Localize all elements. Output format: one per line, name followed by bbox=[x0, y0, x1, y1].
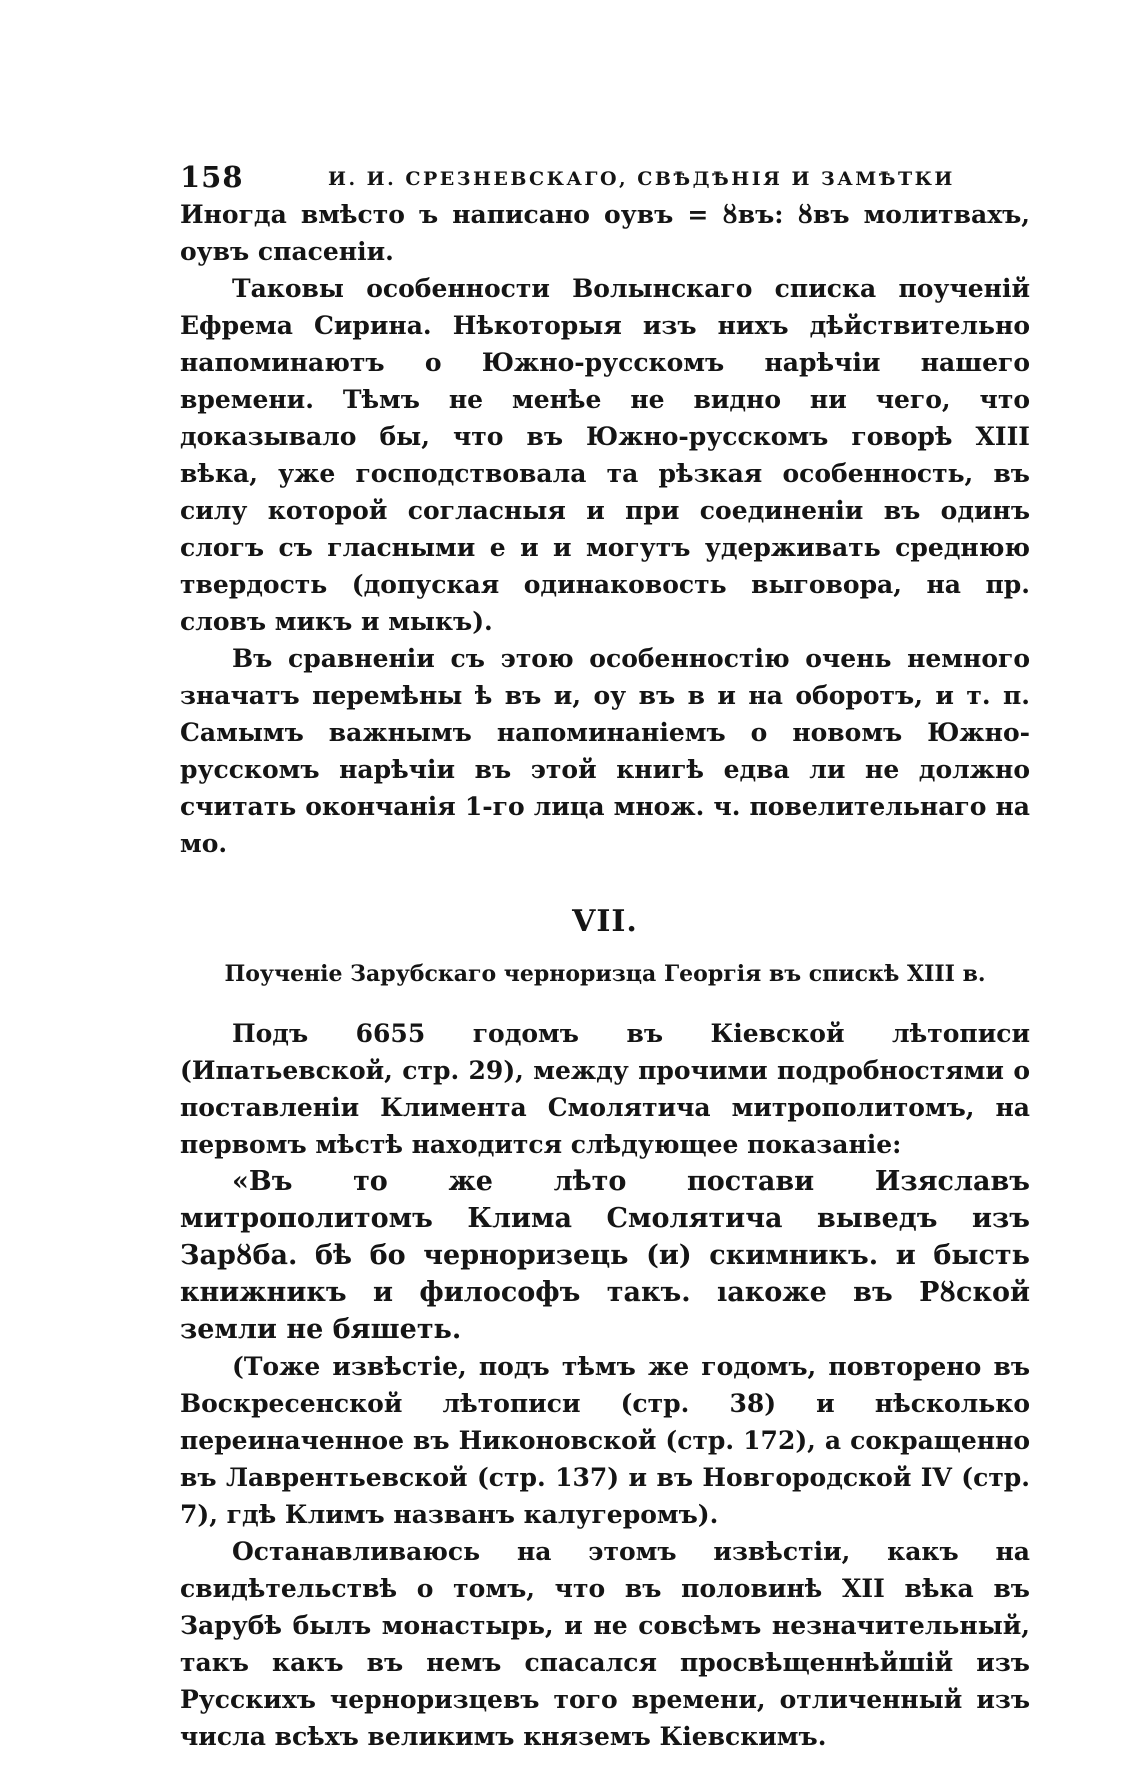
section-number: VII. bbox=[572, 904, 638, 939]
paragraph-6: Останавливаюсь на этомъ извѣстіи, какъ на свидѣтельствѣ о томъ, что въ половинѣ XII вѣка въ Зарубѣ былъ монастырь, и не совсѣмъ незначительный, такъ какъ въ немъ спасался просвѣщеннѣйшій изъ Русскихъ черноризцевъ того времени, отличенный изъ числа всѣхъ великимъ княземъ Кіевскимъ. bbox=[180, 1537, 1030, 1751]
paragraph-2: Таковы особенности Волынскаго списка поученій Ефрема Сирина. Нѣкоторыя изъ нихъ дѣйствительно напоминаютъ о Южно-русскомъ нарѣчіи нашего времени. Тѣмъ не менѣе не видно ни чего, что доказывало бы, что въ Южно-русскомъ говорѣ XIII вѣка, уже господствовала та рѣзкая особенность, въ силу которой согласныя и при соединеніи въ одинъ слогъ съ гласными е и и могутъ удерживать среднюю твердость (допуская одинаковость выговора, на пр. словъ микъ и мыкъ). bbox=[180, 274, 1030, 636]
paragraph-3: Въ сравненіи съ этою особенностію очень немного значатъ перемѣны ѣ въ и, оу въ в и на оборотъ, и т. п. Самымъ важнымъ напоминаніемъ о новомъ Южно-русскомъ нарѣчіи въ этой книгѣ едва ли не должно считать окончанія 1-го лица множ. ч. повелительнаго на мо. bbox=[180, 644, 1030, 858]
running-head bbox=[180, 140, 1030, 196]
running-title: И. И. СРЕЗНЕВСКАГО, СВѢДѢНІЯ И ЗАМѢТКИ bbox=[328, 168, 955, 190]
paragraph-5: (Тоже извѣстіе, подъ тѣмъ же годомъ, повторено въ Воскресенской лѣтописи (стр. 38) и нѣсколько переиначенное въ Никоновской (стр. 172), а сокращенно въ Лаврентьевской (стр. 137) и въ Новгородской IV (стр. 7), гдѣ Климъ названъ калугеромъ). bbox=[180, 1352, 1030, 1529]
chronicle-quote: «Въ то же лѣто постави Изяславъ митрополитомъ Клима Смолятича выведъ изъ Зарȣба. бѣ бо черноризець (и) скимникъ. и бысть книжникъ и философъ такъ. ıакоже въ Рȣской земли не бяшеть. bbox=[180, 1166, 1030, 1345]
page-number: 158 bbox=[180, 160, 244, 194]
paragraph-1: Иногда вмѣсто ъ написано оувъ = ȣвъ: ȣвъ молитвахъ, оувъ спасенiи. bbox=[180, 200, 1030, 266]
book-page bbox=[180, 140, 1030, 1755]
section-title: Поученіе Зарубскаго черноризца Георгія въ спискѣ XIII в. bbox=[224, 961, 986, 987]
paragraph-4: Подъ 6655 годомъ въ Кіевской лѣтописи (Ипатьевской, стр. 29), между прочими подробностями о поставленіи Климента Смолятича митрополитомъ, на первомъ мѣстѣ находится слѣдующее показаніе: bbox=[180, 1019, 1030, 1159]
